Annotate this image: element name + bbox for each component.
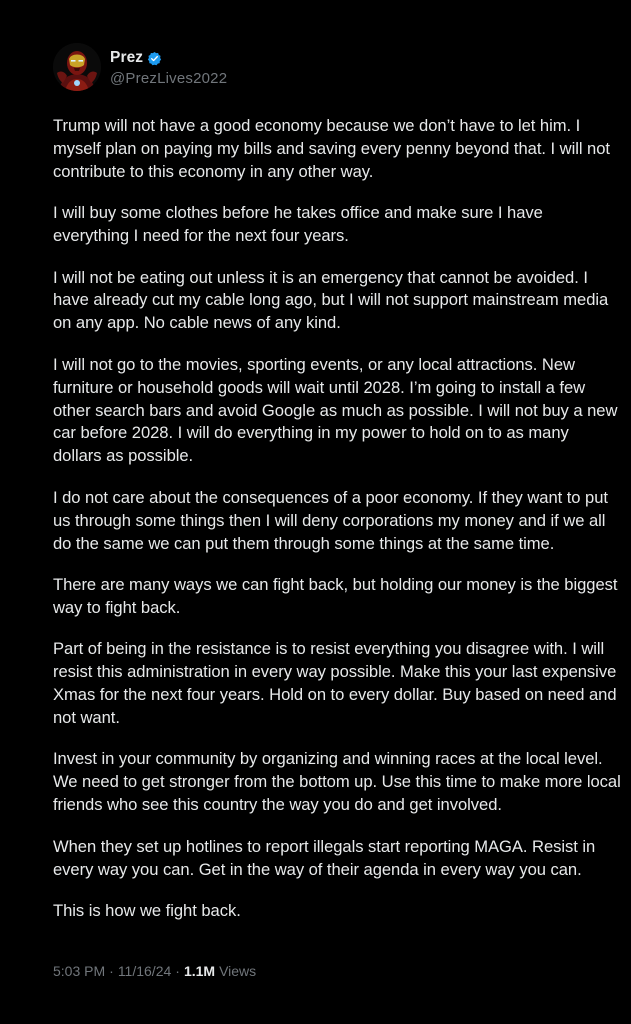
post-paragraph: I do not care about the consequences of a poor economy. If they want to put us through some things then I will deny corporations my money and if we all do the same we can put them through some things at the same time. (53, 487, 608, 553)
meta-separator: · (175, 963, 180, 979)
meta-separator: · (109, 963, 114, 979)
views-label: Views (219, 963, 257, 979)
author-names (110, 48, 227, 87)
views-count[interactable]: 1.1M (183, 963, 216, 979)
post-paragraph: Invest in your community by organizing and winning races at the local level. We need to get stronger from the bottom up. Use this time to make more local friends who see this country the way you do and get involved. (53, 749, 621, 815)
post-paragraph: This is how we fight back. (53, 900, 241, 920)
post-time[interactable]: 5:03 PM (53, 963, 106, 979)
avatar[interactable] (53, 43, 101, 91)
post-text (53, 115, 621, 941)
author-name-row (110, 48, 227, 69)
post-paragraph: There are many ways we can fight back, but holding our money is the biggest way to fight back. (53, 575, 618, 617)
author-handle[interactable]: @PrezLives2022 (110, 69, 228, 87)
post-paragraph: When they set up hotlines to report illegals start reporting MAGA. Resist in every way you can. Get in the way of their agenda in every way you can. (53, 836, 596, 879)
post-author[interactable] (53, 42, 227, 92)
verified-badge-icon[interactable] (147, 51, 162, 66)
post-paragraph: I will not go to the movies, sporting events, or any local attractions. New furniture or household goods will wait until 2028. I’m going to install a few other search bars and avoid Google as much as possible. I will not buy a new car before 2028. I will do everything in my power to hold on to as many dollars as possible. (53, 354, 618, 466)
author-display-name[interactable]: Prez (110, 49, 144, 66)
post-paragraph: Trump will not have a good economy because we don’t have to let him. I myself plan on paying my bills and saving every penny beyond that. I will not contribute to this economy in any other way. (53, 116, 610, 181)
post-paragraph: Part of being in the resistance is to resist everything you disagree with. I will resist this administration in every way possible. Make this your last expensive Xmas for the next four years. Hold on to every dollar. Buy based on need and not want. (53, 639, 617, 728)
post-paragraph: I will not be eating out unless it is an emergency that cannot be avoided. I have already cut my cable long ago, but I will not support mainstream media on any app. No cable news of any kind. (53, 267, 609, 333)
post-meta (53, 963, 256, 979)
iron-man-avatar-icon (53, 43, 101, 91)
post-paragraph: I will buy some clothes before he takes office and make sure I have everything I need for the next four years. (53, 203, 543, 246)
post-date[interactable]: 11/16/24 (117, 963, 172, 979)
